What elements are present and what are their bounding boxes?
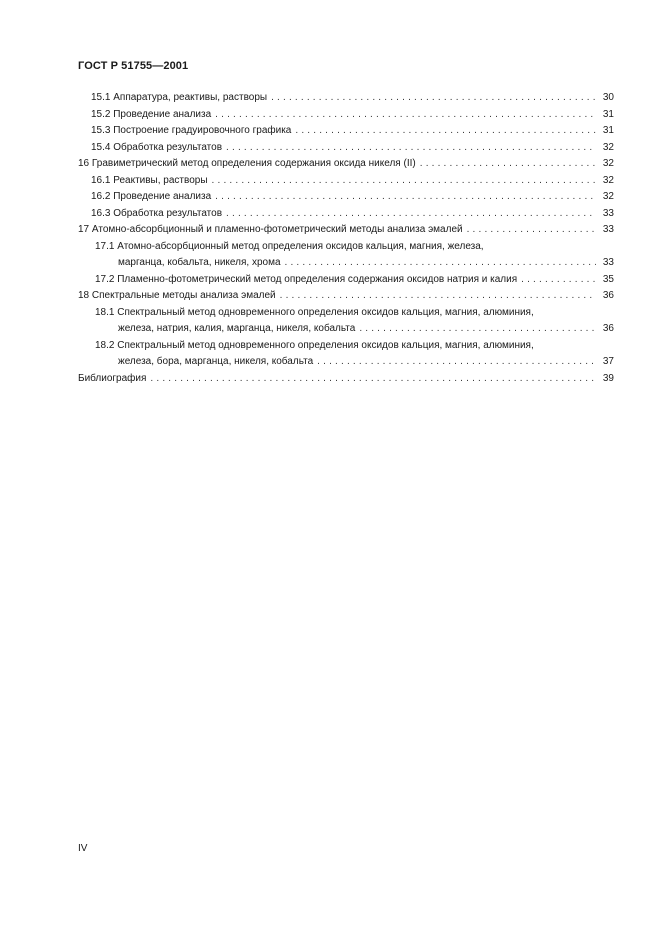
toc-entry[interactable]	[78, 338, 614, 371]
toc-entry-title-continued	[78, 354, 614, 371]
toc-entry[interactable]	[78, 305, 614, 338]
toc-page-number: 32	[602, 174, 614, 186]
toc-entry-title-continued	[78, 321, 614, 338]
toc-entry-text: 16.1 Реактивы, растворы	[91, 174, 208, 186]
toc-leader-dots	[212, 173, 596, 190]
toc-entry-text: 17 Атомно-абсорбционный и пламенно-фотометрический методы анализа эмалей	[78, 224, 463, 235]
toc-entry-text: 16 Гравиметрический метод определения содержания оксида никеля (II)	[78, 158, 416, 169]
toc-entry[interactable]	[78, 206, 614, 223]
toc-entry-text: 15.2 Проведение анализа	[91, 108, 212, 120]
toc-entry-text: 18.1 Спектральный метод одновременного определения оксидов кальция, магния, алюминия,	[95, 306, 534, 318]
toc-entry-text: 15.1 Аппаратура, реактивы, растворы	[91, 92, 268, 103]
toc-entry[interactable]	[78, 371, 614, 388]
toc-leader-dots	[215, 189, 596, 206]
toc-entry-title	[78, 371, 614, 388]
toc-entry[interactable]	[78, 107, 614, 124]
toc-entry-title	[78, 173, 614, 190]
toc-entry[interactable]	[78, 173, 614, 190]
toc-entry[interactable]	[78, 90, 614, 107]
toc-page-number: 39	[602, 372, 614, 384]
document-header: ГОСТ Р 51755—2001	[78, 60, 189, 72]
toc-entry-text: 18 Спектральные методы анализа эмалей	[78, 290, 276, 301]
toc-page-number: 32	[602, 141, 614, 153]
toc-leader-dots	[295, 123, 596, 140]
toc-page-number: 36	[602, 323, 614, 334]
toc-entry-title	[78, 107, 614, 124]
toc-entry-title	[78, 222, 614, 239]
toc-page-number: 31	[602, 108, 614, 120]
toc-leader-dots	[521, 272, 596, 289]
toc-leader-dots	[359, 321, 596, 338]
table-of-contents	[78, 90, 614, 387]
toc-entry[interactable]	[78, 140, 614, 157]
toc-leader-dots	[420, 156, 596, 173]
toc-entry-text: 17.2 Пламенно-фотометрический метод определения содержания оксидов натрия и калия	[95, 273, 518, 285]
toc-page-number: 35	[602, 273, 614, 285]
toc-entry-text: железа, бора, марганца, никеля, кобальта	[118, 356, 314, 367]
toc-leader-dots	[467, 222, 596, 239]
toc-page-number: 36	[602, 290, 614, 301]
toc-page-number: 32	[602, 191, 614, 202]
toc-entry-text: 17.1 Атомно-абсорбционный метод определения оксидов кальция, магния, железа,	[95, 240, 484, 252]
toc-entry[interactable]	[78, 272, 614, 289]
toc-entry-text: 18.2 Спектральный метод одновременного определения оксидов кальция, магния, алюминия,	[95, 339, 534, 351]
toc-page-number: 33	[602, 257, 614, 268]
toc-entry-title	[78, 239, 614, 256]
toc-entry-title	[78, 123, 614, 140]
toc-leader-dots	[280, 288, 596, 305]
toc-page-number: 32	[602, 158, 614, 169]
toc-entry-text: 15.4 Обработка результатов	[91, 141, 223, 153]
toc-entry-title	[78, 305, 614, 322]
toc-leader-dots	[285, 255, 596, 272]
toc-entry-title	[78, 90, 614, 107]
toc-entry-title	[78, 156, 614, 173]
toc-leader-dots	[317, 354, 596, 371]
toc-entry[interactable]	[78, 288, 614, 305]
toc-leader-dots	[150, 371, 596, 388]
toc-entry-title	[78, 272, 614, 289]
toc-entry-title	[78, 288, 614, 305]
toc-entry-text: марганца, кобальта, никеля, хрома	[118, 257, 281, 268]
toc-entry-title	[78, 338, 614, 355]
toc-page-number: 37	[602, 356, 614, 367]
page-number: IV	[78, 843, 88, 854]
toc-page-number: 30	[602, 92, 614, 103]
toc-entry-title	[78, 189, 614, 206]
toc-entry-text: 16.2 Проведение анализа	[91, 191, 212, 202]
toc-entry[interactable]	[78, 156, 614, 173]
toc-entry[interactable]	[78, 189, 614, 206]
toc-page-number: 33	[602, 207, 614, 219]
toc-entry-title	[78, 140, 614, 157]
toc-leader-dots	[226, 206, 596, 223]
toc-entry-title	[78, 206, 614, 223]
toc-page-number: 33	[602, 224, 614, 235]
toc-entry-text: 16.3 Обработка результатов	[91, 207, 223, 219]
toc-entry[interactable]	[78, 222, 614, 239]
toc-entry-text: железа, натрия, калия, марганца, никеля, кобальта	[118, 323, 356, 334]
toc-leader-dots	[226, 140, 596, 157]
toc-entry-text: Библиография	[78, 372, 147, 384]
toc-leader-dots	[271, 90, 596, 107]
toc-leader-dots	[215, 107, 596, 124]
toc-entry-text: 15.3 Построение градуировочного графика	[91, 125, 292, 136]
toc-page-number: 31	[602, 125, 614, 136]
toc-entry-title-continued	[78, 255, 614, 272]
toc-entry[interactable]	[78, 123, 614, 140]
toc-entry[interactable]	[78, 239, 614, 272]
